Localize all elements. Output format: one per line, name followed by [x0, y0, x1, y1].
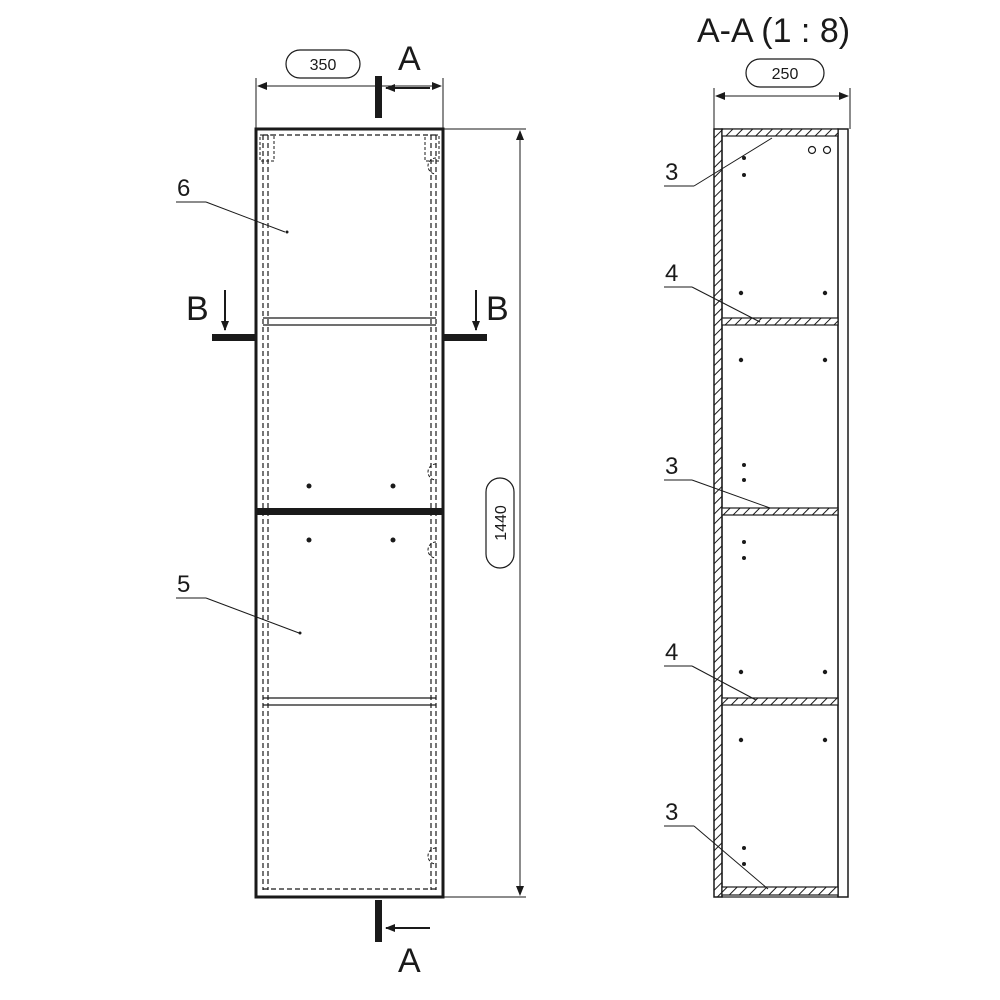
- callout-4-lower-label: 4: [665, 639, 679, 666]
- depth-dimension: [714, 59, 850, 129]
- front-view: [176, 40, 526, 980]
- hinge-detail-left: [260, 135, 274, 161]
- callout-5-label: 5: [177, 571, 191, 598]
- callout-6: [176, 175, 285, 232]
- callout-4-upper-label: 4: [665, 260, 679, 287]
- height-dimension: [443, 129, 526, 897]
- hinge-detail-right: [425, 135, 439, 161]
- callout-3-top-label: 3: [665, 159, 679, 186]
- section-b-right-marker: [443, 290, 509, 341]
- callout-4-lower: [664, 639, 756, 700]
- section-a-top-label: A: [398, 40, 421, 78]
- width-dimension-label: 350: [309, 57, 337, 74]
- callout-3-bottom-label: 3: [665, 799, 679, 826]
- section-title: A-A (1 : 8): [697, 12, 851, 50]
- callout-6-label: 6: [177, 175, 191, 202]
- callout-4-upper: [664, 260, 760, 322]
- section-a-bottom-marker: [375, 900, 430, 980]
- back-panel: [714, 129, 722, 897]
- section-cam-holes: [809, 147, 831, 154]
- height-dimension-label: 1440: [493, 505, 510, 541]
- section-view: [664, 12, 850, 897]
- section-shelves: [722, 129, 838, 895]
- section-a-bottom-label: A: [398, 942, 421, 980]
- front-shelves: [256, 318, 443, 705]
- depth-dimension-label: 250: [771, 66, 799, 83]
- door-panel: [838, 129, 848, 897]
- section-b-left-marker: [186, 290, 256, 341]
- callout-5: [176, 571, 299, 633]
- section-b-right-label: B: [486, 290, 509, 328]
- callout-3-middle-label: 3: [665, 453, 679, 480]
- section-a-top-marker: [375, 40, 430, 118]
- screw-holes: [286, 231, 396, 635]
- section-b-left-label: B: [186, 290, 209, 328]
